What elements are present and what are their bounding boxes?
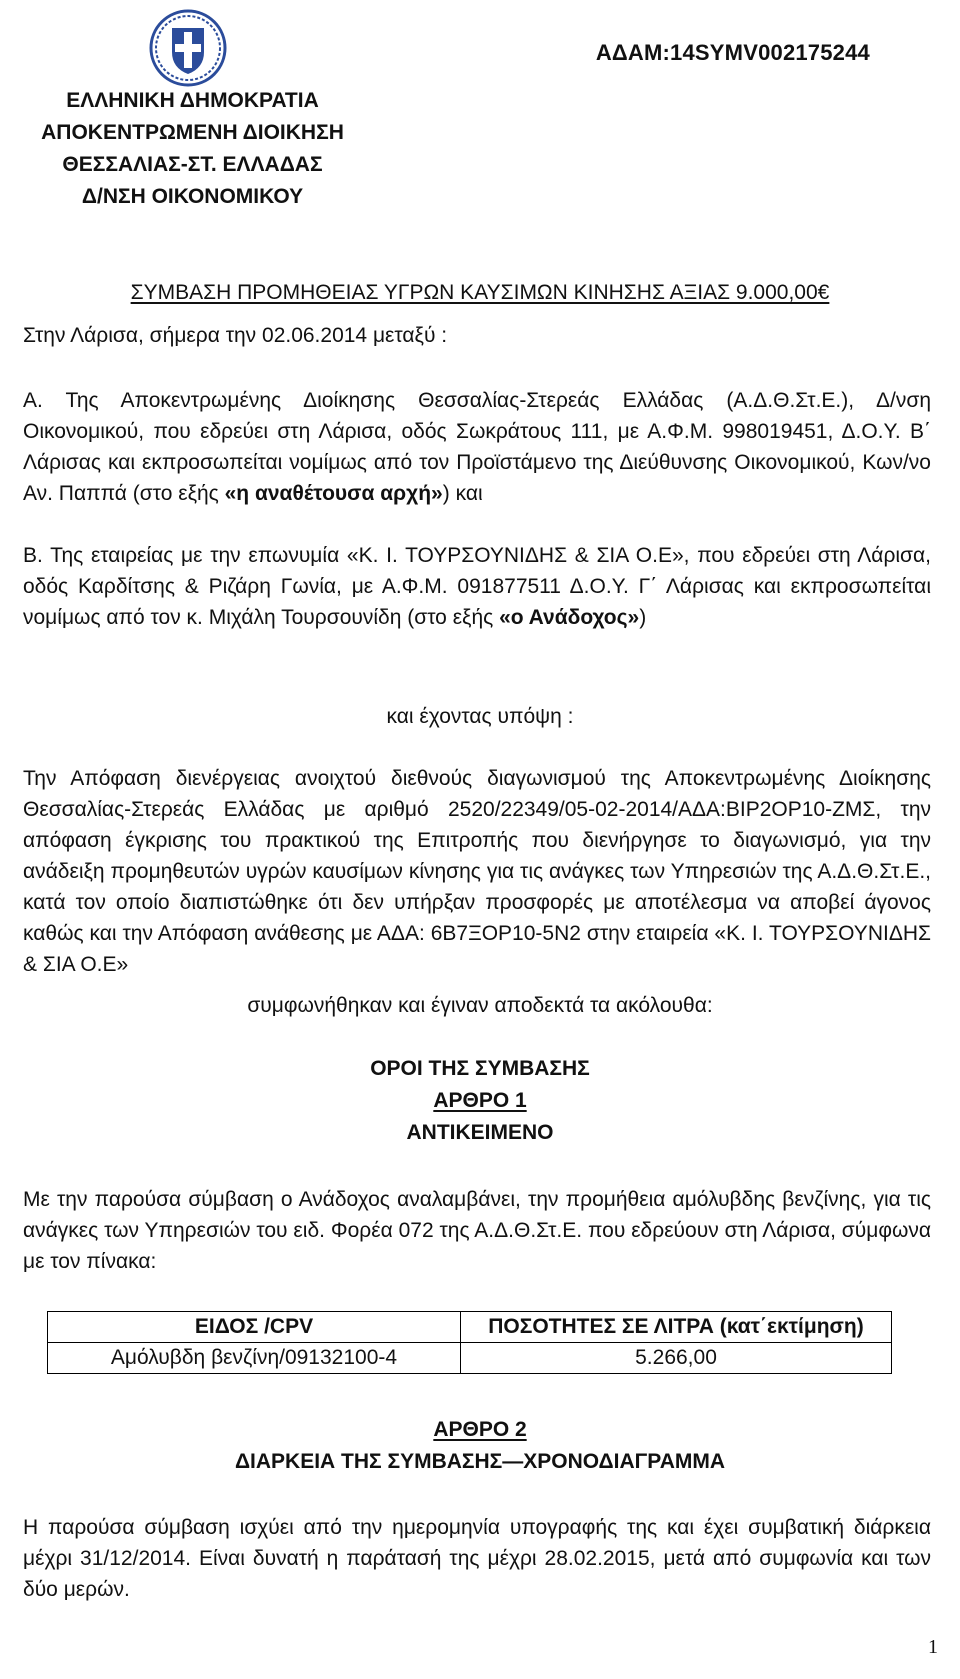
article-1-title: ΑΝΤΙΚΕΙΜΕΝΟ [406,1121,554,1144]
party-a-text: Α. Της Αποκεντρωμένης Διοίκησης Θεσσαλίας-Στερεάς Ελλάδας (Α.Δ.Θ.Στ.Ε.), Δ/νση Οικονομικού, που εδρεύει στη Λάρισα, οδός Σωκράτους 111, με Α.Φ.Μ. 998019451, Δ.Ο.Υ. Β΄ Λάρισας και εκπροσωπείται νομίμως από τον Προϊστάμενο της Διεύθυνσης Οικονομικού, Κων/νο Αν. Παππά (στο εξής [23,389,931,505]
considering-line: και έχοντας υπόψη : [386,705,574,728]
party-a-role: «η αναθέτουσα αρχή» [224,482,443,505]
decision-paragraph: Την Απόφαση διενέργειας ανοιχτού διεθνούς διαγωνισμού της Αποκεντρωμένης Διοίκησης Θεσσαλίας-Στερεάς Ελλάδας με αριθμό 2520/22349/05-02-2014/ΑΔΑ:ΒΙΡ2ΟΡ10-ΖΜΣ, την απόφαση έγκρισης του πρακτικού της Επιτροπής που διενήργησε το διαγωνισμό, για την ανάδειξη προμηθευτών υγρών καυσίμων κίνησης για τις ανάγκες των Υπηρεσιών της Α.Δ.Θ.Στ.Ε., κατά τον οποίο διαπιστώθηκε ότι δεν υπήρξαν προσφορές με αποτέλεσμα να αποβεί άγονος καθώς και την Απόφαση ανάθεσης με ΑΔΑ: 6Β7ΞΟΡ10-5Ν2 στην εταιρεία «Κ. Ι. ΤΟΥΡΣΟΥΝΙΔΗΣ & ΣΙΑ Ο.Ε» [23,767,931,976]
article-1-text: Με την παρούσα σύμβαση ο Ανάδοχος αναλαμβάνει, την προμήθεια αμόλυβδης βενζίνης, για τις ανάγκες των Υπηρεσιών του ειδ. Φορέα 072 της Α.Δ.Θ.Στ.Ε. που εδρεύουν στη Λάρισα, σύμφωνα με τον πίνακα: [23,1188,931,1273]
party-b-tail: ) [639,606,647,629]
article-2-text: Η παρούσα σύμβαση ισχύει από την ημερομηνία υπογραφής της και έχει συμβατική διάρκεια μέχρι 31/12/2014. Είναι δυνατή η παράτασή της μέχρι 28.02.2015, μετά από συμφωνία και των δύο μερών. [23,1516,931,1601]
table-cell: Αμόλυβδη βενζίνη/09132100-4 [48,1343,461,1374]
place-date-line: Στην Λάρισα, σήμερα την 02.06.2014 μεταξύ : [23,324,448,347]
party-b-role: «ο Ανάδοχος» [499,606,640,629]
article-1-number-text: ΑΡΘΡΟ 1 [433,1089,527,1112]
party-a-paragraph [23,385,931,509]
header-line: Δ/ΝΣΗ ΟΙΚΟΝΟΜΙΚΟΥ [81,185,304,208]
table-row [48,1343,892,1374]
party-b-text: Β. Της εταιρείας με την επωνυμία «Κ. Ι. ΤΟΥΡΣΟΥΝΙΔΗΣ & ΣΙΑ Ο.Ε», που εδρεύει στη Λάρισα, οδός Καρδίτσης & Ριζάρη Γωνία, με Α.Φ.Μ. 091877511 Δ.Ο.Υ. Γ΄ Λάρισας και εκπροσωπείται νομίμως από τον κ. Μιχάλη Τουρσουνίδη (στο εξής [23,544,931,629]
header-line: ΘΕΣΣΑΛΙΑΣ-ΣΤ. ΕΛΛΑΔΑΣ [62,153,323,176]
article-2-number-text: ΑΡΘΡΟ 2 [433,1418,527,1441]
contract-title-text: ΣΥΜΒΑΣΗ ΠΡΟΜΗΘΕΙΑΣ ΥΓΡΩΝ ΚΑΥΣΙΜΩΝ ΚΙΝΗΣΗΣ ΑΞΙΑΣ 9.000,00€ [130,281,830,304]
header-line: ΕΛΛΗΝΙΚΗ ΔΗΜΟΚΡΑΤΙΑ [66,89,319,112]
terms-heading: ΟΡΟΙ ΤΗΣ ΣΥΜΒΑΣΗΣ [370,1057,590,1080]
article-2-title: ΔΙΑΡΚΕΙΑ ΤΗΣ ΣΥΜΒΑΣΗΣ—ΧΡΟΝΟΔΙΑΓΡΑΜΜΑ [234,1450,726,1473]
article-1-number [0,1085,960,1117]
column-header: ΠΟΣΟΤΗΤΕΣ ΣΕ ΛΙΤΡΑ (κατ΄εκτίμηση) [461,1312,892,1343]
agreed-line: συμφωνήθηκαν και έγιναν αποδεκτά τα ακόλουθα: [247,994,713,1017]
greek-coat-of-arms-icon [148,8,228,88]
party-b-paragraph [23,540,931,633]
page-number: 1 [928,1636,938,1658]
article-2-number [0,1414,960,1446]
header-line: ΑΠΟΚΕΝΤΡΩΜΕΝΗ ΔΙΟΙΚΗΣΗ [41,121,344,144]
contract-title [0,281,960,305]
fuel-quantity-table [47,1311,892,1374]
table-header-row [48,1312,892,1343]
issuing-authority-header [20,85,365,213]
table-cell: 5.266,00 [461,1343,892,1374]
column-header: ΕΙΔΟΣ /CPV [48,1312,461,1343]
ada-code: ΑΔΑΜ:14SYMV002175244 [595,40,870,65]
party-a-tail: ) και [442,482,483,505]
